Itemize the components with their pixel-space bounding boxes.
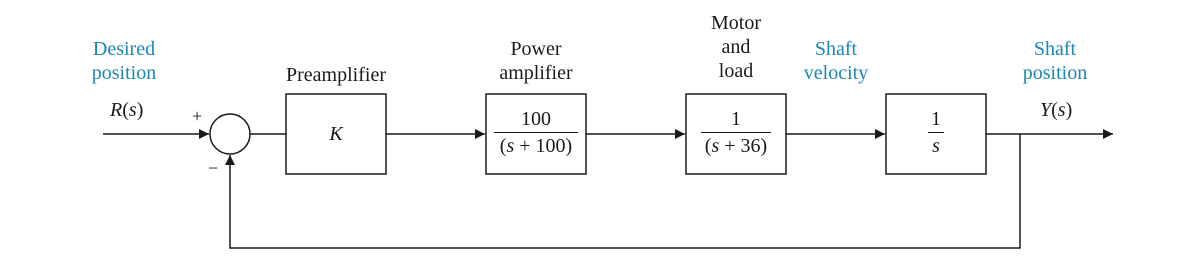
input-signal-label: R(s) (110, 99, 144, 121)
shaft-position-label: Shaft position (1022, 38, 1088, 84)
desired-position-label: Desired position (91, 38, 157, 84)
output-signal-label: Y(s) (1040, 99, 1073, 121)
shaft-velocity-label: Shaft velocity (803, 38, 869, 84)
power-amp-transfer-function (486, 108, 586, 157)
integrator-denominator: s (932, 135, 940, 157)
integrator-transfer-function (886, 108, 986, 157)
integrator-numerator: 1 (931, 108, 941, 130)
motor-and-load-label: Motor and load (711, 12, 761, 82)
minus-sign: − (208, 158, 219, 178)
motor-transfer-function (686, 108, 786, 157)
motor-numerator: 1 (731, 108, 741, 130)
preamp-gain-text: K (329, 123, 343, 145)
preamplifier-label: Preamplifier (286, 64, 386, 86)
summing-junction (210, 114, 250, 154)
power-amplifier-label: Power amplifier (499, 38, 573, 84)
power-amp-numerator: 100 (521, 108, 551, 130)
plus-sign: + (192, 106, 203, 126)
power-amp-denominator: (s + 100) (499, 135, 573, 157)
motor-denominator: (s + 36) (704, 135, 768, 157)
